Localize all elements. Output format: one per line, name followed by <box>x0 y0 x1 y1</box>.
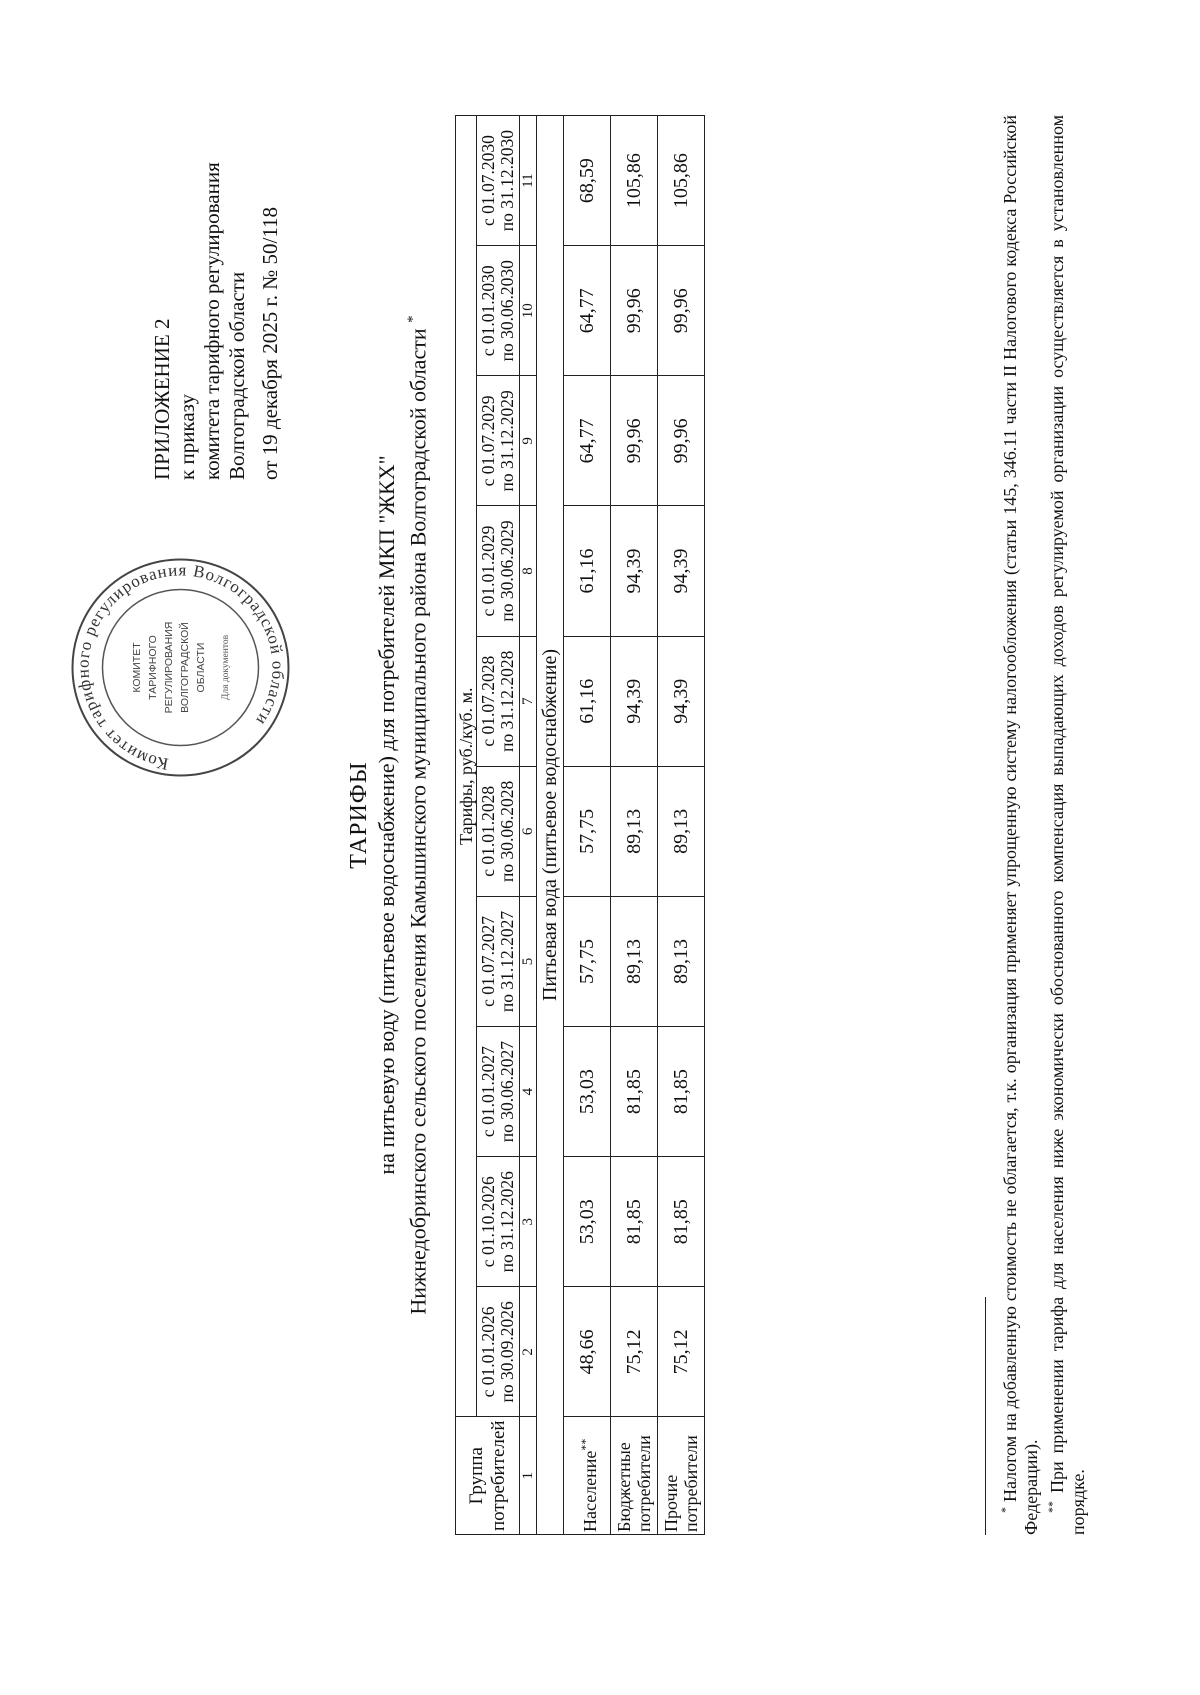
footnote-rule <box>985 1297 986 1535</box>
column-number: 1 <box>520 1417 537 1535</box>
subtitle-line2-text: Нижнедобринского сельского поселения Камышинского муниципального района Волгоградской области <box>405 328 431 1315</box>
appendix-header <box>150 150 250 480</box>
period-to: по 31.12.2028 <box>497 650 517 752</box>
period-header-row <box>477 116 520 1535</box>
svg-text:ОБЛАСТИ: ОБЛАСТИ <box>195 642 207 693</box>
tariffs-table <box>455 115 705 1535</box>
footnote-1 <box>995 115 1042 1535</box>
tariff-value: 75,12 <box>658 1287 705 1417</box>
tariff-value: 53,03 <box>564 1027 611 1157</box>
subtitle-footnote-mark: * <box>405 315 421 323</box>
consumer-group-cell <box>611 1417 658 1535</box>
period-to: по 31.12.2030 <box>497 129 517 232</box>
consumer-group-cell <box>658 1417 705 1535</box>
tariff-value: 89,13 <box>611 896 658 1026</box>
tariff-value: 48,66 <box>564 1287 611 1417</box>
period-to: по 31.12.2026 <box>497 1171 517 1273</box>
period-from: с 01.07.2030 <box>478 135 498 227</box>
tariff-value: 94,39 <box>611 506 658 636</box>
column-number: 5 <box>520 896 537 1026</box>
consumer-group-label: Прочие потребители <box>661 1435 701 1532</box>
svg-text:КОМИТЕТ: КОМИТЕТ <box>131 642 143 693</box>
tariff-value: 57,75 <box>564 896 611 1026</box>
period-header <box>477 1027 520 1157</box>
column-number: 8 <box>520 506 537 636</box>
period-from: с 01.07.2028 <box>478 655 498 747</box>
period-to: по 30.06.2028 <box>497 780 517 882</box>
period-to: по 30.06.2027 <box>497 1040 517 1143</box>
title-block <box>345 115 431 1515</box>
tariff-value: 81,85 <box>611 1157 658 1287</box>
tariff-value: 99,96 <box>611 376 658 506</box>
tariff-value: 75,12 <box>611 1287 658 1417</box>
tariff-value: 105,86 <box>611 116 658 246</box>
period-from: с 01.10.2026 <box>478 1176 498 1268</box>
tariff-value: 81,85 <box>658 1027 705 1157</box>
svg-text:ВОЛГОГРАДСКОЙ: ВОЛГОГРАДСКОЙ <box>179 622 191 713</box>
tariff-value: 61,16 <box>564 506 611 636</box>
tariff-value: 89,13 <box>658 766 705 896</box>
table-row <box>611 116 658 1535</box>
column-number: 10 <box>520 246 537 376</box>
column-number: 3 <box>520 1157 537 1287</box>
tariff-value: 89,13 <box>611 766 658 896</box>
document-title: ТАРИФЫ <box>346 761 372 869</box>
document-subtitle-line1: на питьевую воду (питьевое водоснабжение) для потребителей МКП "ЖКХ" <box>374 455 399 1175</box>
tariff-header: Тарифы, руб./куб. м. <box>456 116 477 1417</box>
appendix-line-region: Волгоградской области <box>225 271 249 480</box>
table-row <box>564 116 611 1535</box>
period-header <box>477 246 520 376</box>
period-header <box>477 1157 520 1287</box>
tariff-value: 105,86 <box>658 116 705 246</box>
consumer-group-label: Население <box>579 1450 600 1532</box>
column-number: 9 <box>520 376 537 506</box>
footnote-2-mark: ** <box>1045 1501 1059 1513</box>
tariff-value: 99,96 <box>658 246 705 376</box>
svg-text:Комитет тарифного регулировани: Комитет тарифного регулирования Волгоградской области <box>73 560 288 774</box>
period-from: с 01.07.2029 <box>478 395 498 487</box>
consumer-group-label: Бюджетные потребители <box>614 1435 654 1532</box>
column-number: 4 <box>520 1027 537 1157</box>
table-row <box>658 116 705 1535</box>
tariff-value: 57,75 <box>564 766 611 896</box>
period-header <box>477 116 520 246</box>
footnote-2 <box>1042 115 1089 1535</box>
consumer-group-cell <box>564 1417 611 1535</box>
appendix-line-committee: комитета тарифного регулирования <box>200 162 224 480</box>
svg-text:Для документов: Для документов <box>221 634 231 701</box>
period-from: с 01.01.2028 <box>478 785 498 877</box>
tariff-value: 94,39 <box>658 636 705 766</box>
tariff-value: 99,96 <box>658 376 705 506</box>
document-subtitle-line2 <box>400 115 431 1515</box>
period-header <box>477 766 520 896</box>
tariff-value: 68,59 <box>564 116 611 246</box>
footnote-1-text: Налогом на добавленную стоимость не облагается, т.к. организация применяет упрощенную систему налогообложения (статьи 145, 346.11 части II Налогового кодекса Российской Федерации). <box>1000 115 1041 1535</box>
section-row <box>537 116 564 1535</box>
period-to: по 31.12.2029 <box>497 390 517 492</box>
column-number: 6 <box>520 766 537 896</box>
footnote-2-text: При применении тарифа для населения ниже экономически обоснованного компенсация выпадающих доходов регулируемой организации осуществляется в установленном порядке. <box>1047 115 1088 1535</box>
period-to: по 30.06.2029 <box>497 520 517 622</box>
column-number-row <box>520 116 537 1535</box>
column-number: 2 <box>520 1287 537 1417</box>
group-header: Группа потребителей <box>456 1417 520 1535</box>
period-from: с 01.01.2029 <box>478 525 498 617</box>
tariff-value: 81,85 <box>658 1157 705 1287</box>
period-header <box>477 506 520 636</box>
order-date: от 19 декабря 2025 г. № 50/118 <box>258 206 282 480</box>
appendix-line-order: к приказу <box>175 394 199 480</box>
section-label: Питьевая вода (питьевое водоснабжение) <box>537 116 564 1535</box>
period-from: с 01.01.2030 <box>478 265 498 357</box>
footnotes <box>995 115 1089 1535</box>
tariff-value: 89,13 <box>658 896 705 1026</box>
appendix-title: ПРИЛОЖЕНИЕ 2 <box>150 318 174 480</box>
tariff-value: 94,39 <box>658 506 705 636</box>
tariff-value: 64,77 <box>564 376 611 506</box>
tariff-value: 99,96 <box>611 246 658 376</box>
period-from: с 01.01.2026 <box>478 1306 498 1398</box>
column-number: 7 <box>520 636 537 766</box>
period-header <box>477 376 520 506</box>
footnote-1-mark: * <box>998 1507 1012 1513</box>
period-from: с 01.07.2027 <box>478 916 498 1007</box>
period-to: по 31.12.2027 <box>497 910 517 1013</box>
period-header <box>477 896 520 1026</box>
tariff-value: 81,85 <box>611 1027 658 1157</box>
tariff-value: 94,39 <box>611 636 658 766</box>
period-to: по 30.06.2030 <box>497 260 517 362</box>
tariff-value: 61,16 <box>564 636 611 766</box>
period-header <box>477 1287 520 1417</box>
column-number: 11 <box>520 116 537 246</box>
stamp-seal-icon <box>68 555 293 780</box>
period-to: по 30.09.2026 <box>497 1301 517 1403</box>
consumer-group-mark: ** <box>577 1438 592 1451</box>
tariff-value: 64,77 <box>564 246 611 376</box>
official-stamp <box>68 555 293 780</box>
svg-text:ТАРИФНОГО: ТАРИФНОГО <box>147 635 159 700</box>
period-header <box>477 636 520 766</box>
period-from: с 01.01.2027 <box>478 1046 498 1138</box>
tariff-value: 53,03 <box>564 1157 611 1287</box>
svg-text:РЕГУЛИРОВАНИЯ: РЕГУЛИРОВАНИЯ <box>163 621 175 714</box>
